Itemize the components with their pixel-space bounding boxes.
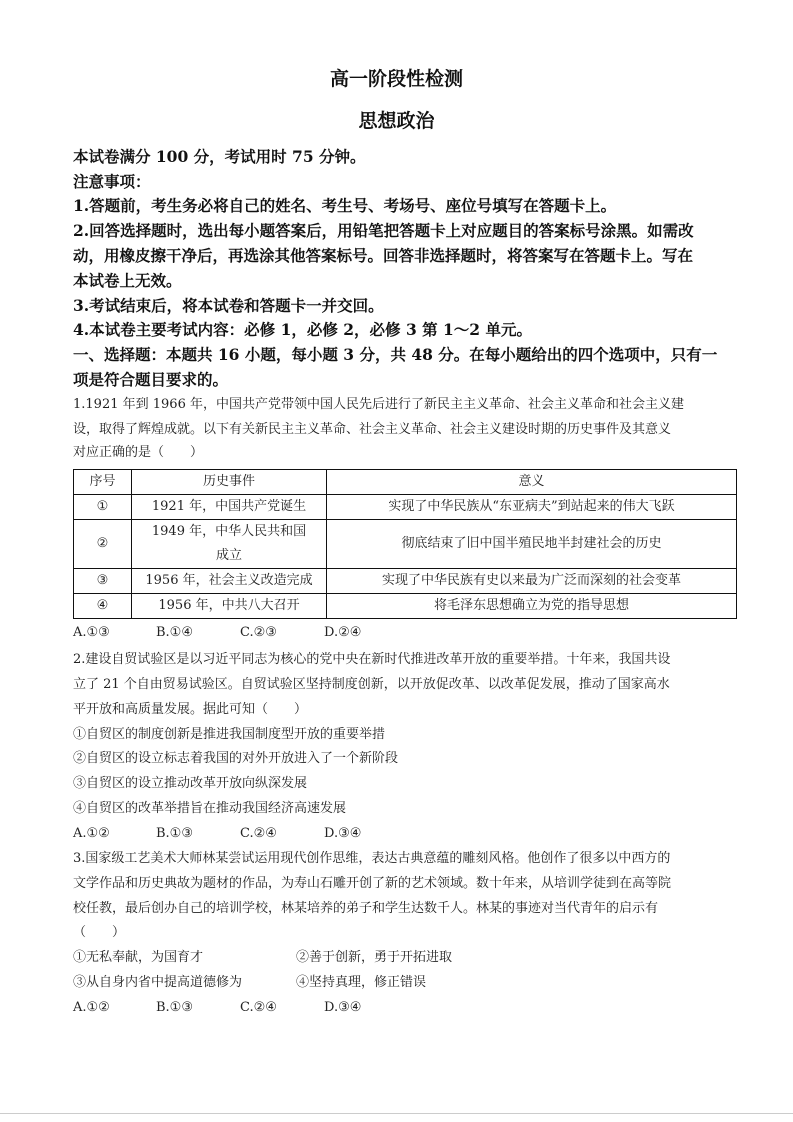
table-row — [74, 594, 737, 619]
instruction-line: 本试卷满分 100 分，考试用时 75 分钟。 — [73, 147, 366, 166]
option-c: C.②④ — [240, 826, 277, 841]
question-text: 文学作品和历史典故为题材的作品，为寿山石雕开创了新的艺术领域。数十年来，从培训学徒到在高等院 — [73, 876, 672, 891]
question-text: 校任教，最后创办自己的培训学校，林某培养的弟子和学生达数千人。林某的事迹对当代青年的启示有 — [73, 901, 659, 916]
exam-title: 高一阶段性检测 — [329, 68, 463, 90]
header-cell: 历史事件 — [132, 470, 327, 495]
header-cell: 意义 — [327, 470, 737, 495]
question-text: 1.1921 年到 1966 年，中国共产党带领中国人民先后进行了新民主主义革命、社会主义革命和社会主义建 — [73, 397, 684, 412]
option-b: B.①③ — [156, 826, 193, 841]
table-cell: 1956 年，中共八大召开 — [132, 594, 327, 619]
instruction-line: 1.答题前，考生务必将自己的姓名、考生号、考场号、座位号填写在答题卡上。 — [73, 196, 617, 215]
statement: ①自贸区的制度创新是推进我国制度型开放的重要举措 — [73, 727, 386, 742]
option-d: D.③④ — [324, 1000, 362, 1015]
instruction-line: 注意事项： — [73, 172, 151, 191]
table-cell: ② — [74, 520, 132, 569]
question-text: 设，取得了辉煌成就。以下有关新民主主义革命、社会主义革命、社会主义建设时期的历史事件及其意义 — [73, 422, 672, 437]
table-row — [74, 495, 737, 520]
option-a: A.①② — [73, 826, 110, 841]
statement: ③自贸区的设立推动改革开放向纵深发展 — [73, 776, 308, 791]
instruction-line: 3.考试结束后，将本试卷和答题卡一并交回。 — [73, 296, 384, 315]
question-text: （ ） — [73, 925, 126, 940]
history-table — [73, 469, 737, 619]
question-text: 对应正确的是（ ） — [73, 445, 204, 460]
subject-title: 思想政治 — [358, 110, 435, 132]
section-heading: 一、选择题：本题共 16 小题，每小题 3 分，共 48 分。在每小题给出的四个选项中，只有一 — [73, 345, 718, 364]
header-cell: 序号 — [74, 470, 132, 495]
option-d: D.③④ — [324, 826, 362, 841]
option-a: A.①② — [73, 1000, 110, 1015]
question-text: 3.国家级工艺美术大师林某尝试运用现代创作思维，表达古典意蕴的雕刻风格。他创作了很多以中西方的 — [73, 851, 671, 866]
table-cell: 实现了中华民族从“东亚病夫”到站起来的伟大飞跃 — [327, 495, 737, 520]
option-c: C.②③ — [240, 625, 277, 640]
option-b: B.①③ — [156, 1000, 193, 1015]
statement: ②善于创新，勇于开拓进取 — [296, 950, 453, 965]
statement: ④坚持真理，修正错误 — [296, 975, 427, 990]
statement: ②自贸区的设立标志着我国的对外开放进入了一个新阶段 — [73, 751, 399, 766]
question-text: 2.建设自贸试验区是以习近平同志为核心的党中央在新时代推进改革开放的重要举措。十年来，我国共设 — [73, 652, 671, 667]
instruction-line: 本试卷上无效。 — [73, 271, 182, 290]
statement: ④自贸区的改革举措旨在推动我国经济高速发展 — [73, 801, 347, 816]
option-c: C.②④ — [240, 1000, 277, 1015]
table-row — [74, 569, 737, 594]
table-header — [74, 470, 737, 495]
section-heading: 项是符合题目要求的。 — [73, 370, 229, 389]
option-a: A.①③ — [73, 625, 110, 640]
statement: ①无私奉献，为国育才 — [73, 950, 204, 965]
table-cell: 1949 年，中华人民共和国成立 — [132, 520, 327, 569]
instruction-line: 2.回答选择题时，选出每小题答案后，用铅笔把答题卡上对应题目的答案标号涂黑。如需改 — [73, 221, 694, 240]
question-text: 立了 21 个自由贸易试验区。自贸试验区坚持制度创新，以开放促改革、以改革促发展，推动了国家高水 — [73, 677, 670, 692]
table-cell: 1956 年，社会主义改造完成 — [132, 569, 327, 594]
instruction-line: 动，用橡皮擦干净后，再选涂其他答案标号。回答非选择题时，将答案写在答题卡上。写在 — [73, 246, 694, 265]
option-d: D.②④ — [324, 625, 362, 640]
table-cell: 实现了中华民族有史以来最为广泛而深刻的社会变革 — [327, 569, 737, 594]
table-cell: ① — [74, 495, 132, 520]
statement: ③从自身内省中提高道德修为 — [73, 975, 243, 990]
table-cell: 1921 年，中国共产党诞生 — [132, 495, 327, 520]
table-cell: ③ — [74, 569, 132, 594]
question-text: 平开放和高质量发展。据此可知（ ） — [73, 702, 308, 717]
table-cell: 彻底结束了旧中国半殖民地半封建社会的历史 — [327, 520, 737, 569]
page-footer-divider — [0, 1113, 793, 1114]
table-cell: ④ — [74, 594, 132, 619]
instruction-line: 4.本试卷主要考试内容：必修 1，必修 2，必修 3 第 1～2 单元。 — [73, 320, 532, 339]
option-b: B.①④ — [156, 625, 193, 640]
table-row — [74, 520, 737, 569]
table-cell: 将毛泽东思想确立为党的指导思想 — [327, 594, 737, 619]
